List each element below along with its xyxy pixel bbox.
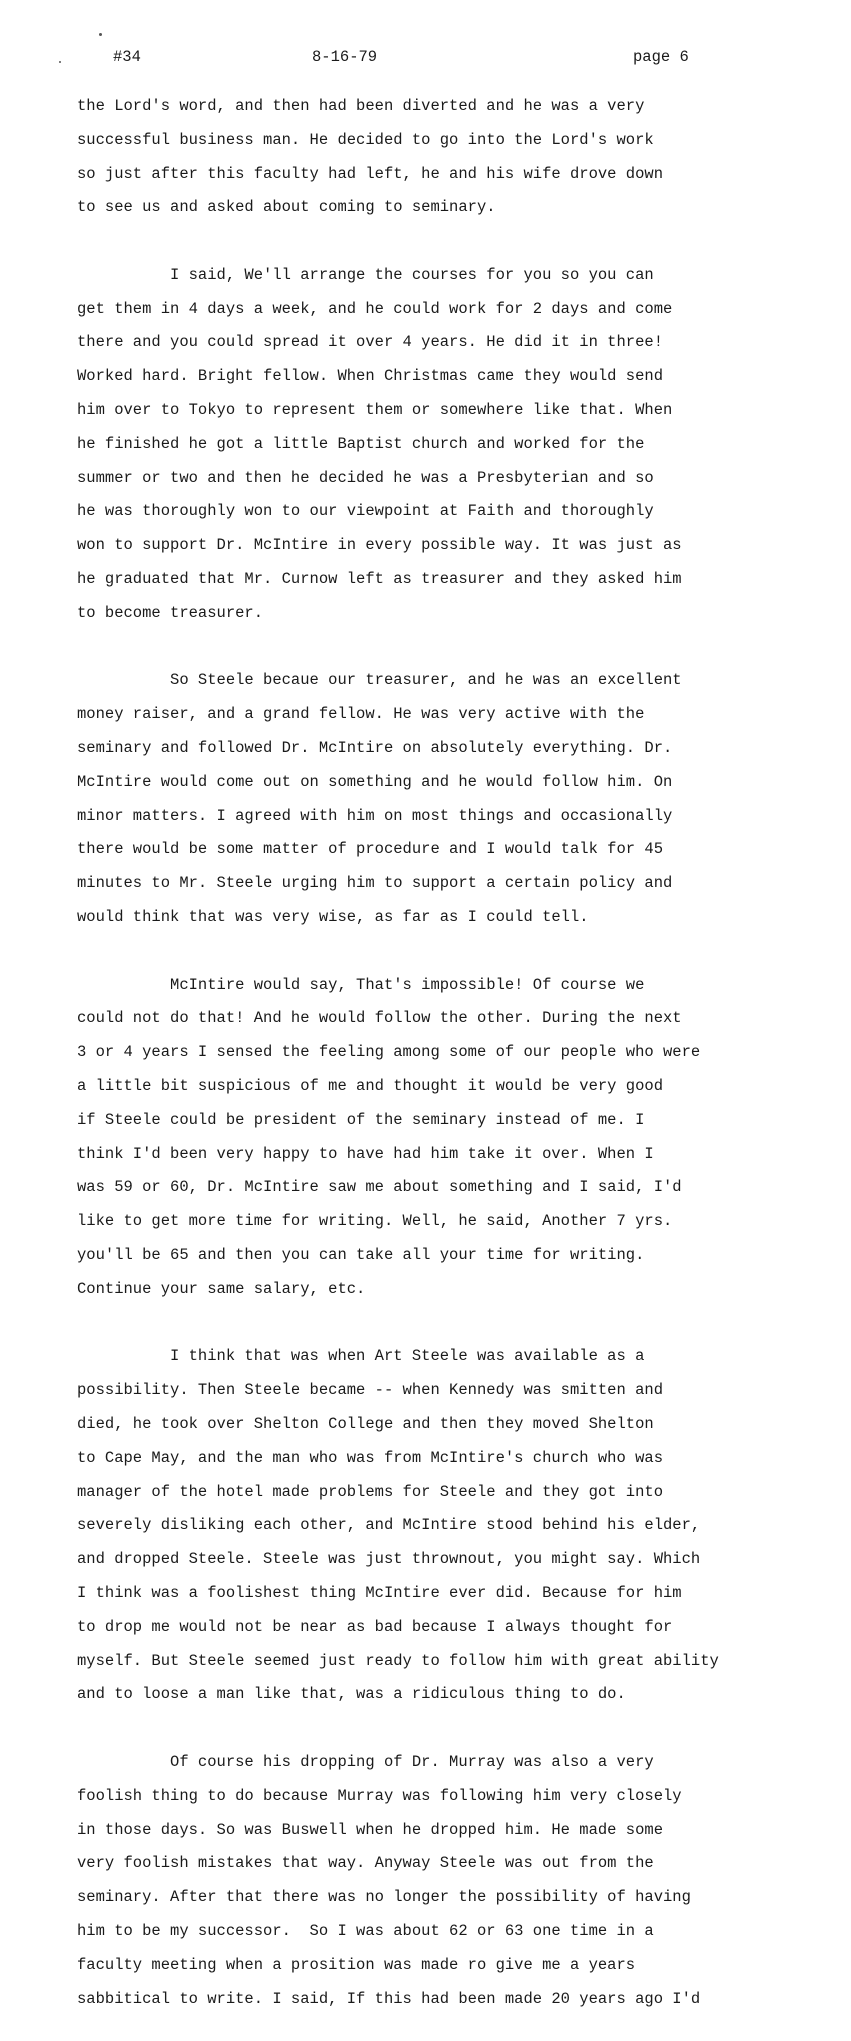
text-line: was 59 or 60, Dr. McIntire saw me about something and I said, I'd: [77, 1178, 682, 1197]
page-number: page 6: [633, 48, 689, 66]
paragraph: [77, 1331, 807, 1720]
text-line: died, he took over Shelton College and then they moved Shelton: [77, 1414, 654, 1433]
text-line: would think that was very wise, as far as I could tell.: [77, 908, 589, 927]
text-line: to become treasurer.: [77, 603, 264, 622]
text-line: Continue your same salary, etc.: [77, 1279, 366, 1298]
text-line: to Cape May, and the man who was from McIntire's church who was: [77, 1448, 663, 1467]
paragraph: [77, 960, 807, 1315]
text-line: Of course his dropping of Dr. Murray was also a very: [77, 1752, 654, 1771]
text-line: money raiser, and a grand fellow. He was very active with the: [77, 705, 645, 724]
text-line: the Lord's word, and then had been diverted and he was a very: [77, 96, 645, 115]
text-line: could not do that! And he would follow the other. During the next: [77, 1009, 682, 1028]
text-line: very foolish mistakes that way. Anyway Steele was out from the: [77, 1854, 654, 1873]
text-line: to drop me would not be near as bad because I always thought for: [77, 1617, 673, 1636]
text-line: I said, We'll arrange the courses for you so you can: [77, 265, 654, 284]
text-line: if Steele could be president of the seminary instead of me. I: [77, 1110, 645, 1129]
paragraph: [77, 656, 807, 943]
text-line: minor matters. I agreed with him on most things and occasionally: [77, 806, 673, 825]
text-line: you'll be 65 and then you can take all your time for writing.: [77, 1246, 645, 1264]
text-line: I think that was when Art Steele was available as a: [77, 1347, 645, 1366]
text-line: seminary and followed Dr. McIntire on absolutely everything. Dr.: [77, 739, 673, 758]
text-line: get them in 4 days a week, and he could work for 2 days and come: [77, 299, 673, 318]
text-line: severely disliking each other, and McIntire stood behind his elder,: [77, 1516, 701, 1535]
text-line: him over to Tokyo to represent them or somewhere like that. When: [77, 401, 673, 420]
text-line: successful business man. He decided to go into the Lord's work: [77, 130, 654, 149]
text-line: him to be my successor. So I was about 62 or 63 one time in a: [77, 1921, 654, 1940]
text-line: So Steele becaue our treasurer, and he was an excellent: [77, 671, 682, 690]
text-line: sabbitical to write. I said, If this had been made 20 years ago I'd: [77, 1989, 701, 2008]
text-line: 3 or 4 years I sensed the feeling among some of our people who were: [77, 1043, 701, 1062]
page-header: [0, 46, 851, 68]
text-line: he was thoroughly won to our viewpoint at Faith and thoroughly: [77, 502, 654, 521]
text-line: seminary. After that there was no longer the possibility of having: [77, 1888, 691, 1907]
text-line: foolish thing to do because Murray was following him very closely: [77, 1786, 682, 1805]
text-line: and to loose a man like that, was a ridiculous thing to do.: [77, 1685, 626, 1704]
document-date: 8-16-79: [312, 48, 378, 66]
paragraph: [77, 1737, 807, 2024]
text-line: a little bit suspicious of me and thought it would be very good: [77, 1077, 663, 1096]
text-line: possibility. Then Steele became -- when Kennedy was smitten and: [77, 1381, 663, 1400]
text-line: I think was a foolishest thing McIntire ever did. Because for him: [77, 1583, 682, 1602]
text-line: he finished he got a little Baptist church and worked for the: [77, 434, 645, 453]
text-line: McIntire would say, That's impossible! Of course we: [77, 975, 645, 994]
text-line: summer or two and then he decided he was a Presbyterian and so: [77, 468, 654, 487]
text-line: manager of the hotel made problems for Steele and they got into: [77, 1482, 663, 1501]
text-line: he graduated that Mr. Curnow left as treasurer and they asked him: [77, 570, 682, 589]
text-line: McIntire would come out on something and he would follow him. On: [77, 772, 673, 791]
transcript-body: [77, 81, 807, 2041]
paragraph: [77, 250, 807, 639]
text-line: Worked hard. Bright fellow. When Christmas came they would send: [77, 367, 663, 386]
paragraph: [77, 81, 807, 233]
text-line: and dropped Steele. Steele was just thrownout, you might say. Which: [77, 1550, 701, 1569]
text-line: myself. But Steele seemed just ready to follow him with great ability: [77, 1651, 719, 1670]
margin-dot-mark: [99, 33, 102, 36]
text-line: won to support Dr. McIntire in every possible way. It was just as: [77, 536, 682, 555]
text-line: so just after this faculty had left, he and his wife drove down: [77, 164, 663, 183]
text-line: faculty meeting when a prosition was made ro give me a years: [77, 1955, 636, 1974]
text-line: there would be some matter of procedure and I would talk for 45: [77, 840, 663, 859]
text-line: minutes to Mr. Steele urging him to support a certain policy and: [77, 874, 673, 893]
text-line: like to get more time for writing. Well, he said, Another 7 yrs.: [77, 1212, 673, 1231]
text-line: there and you could spread it over 4 years. He did it in three!: [77, 333, 663, 352]
text-line: think I'd been very happy to have had him take it over. When I: [77, 1144, 654, 1163]
text-line: in those days. So was Buswell when he dropped him. He made some: [77, 1820, 663, 1839]
text-line: to see us and asked about coming to seminary.: [77, 198, 496, 217]
document-number: #34: [113, 48, 141, 66]
